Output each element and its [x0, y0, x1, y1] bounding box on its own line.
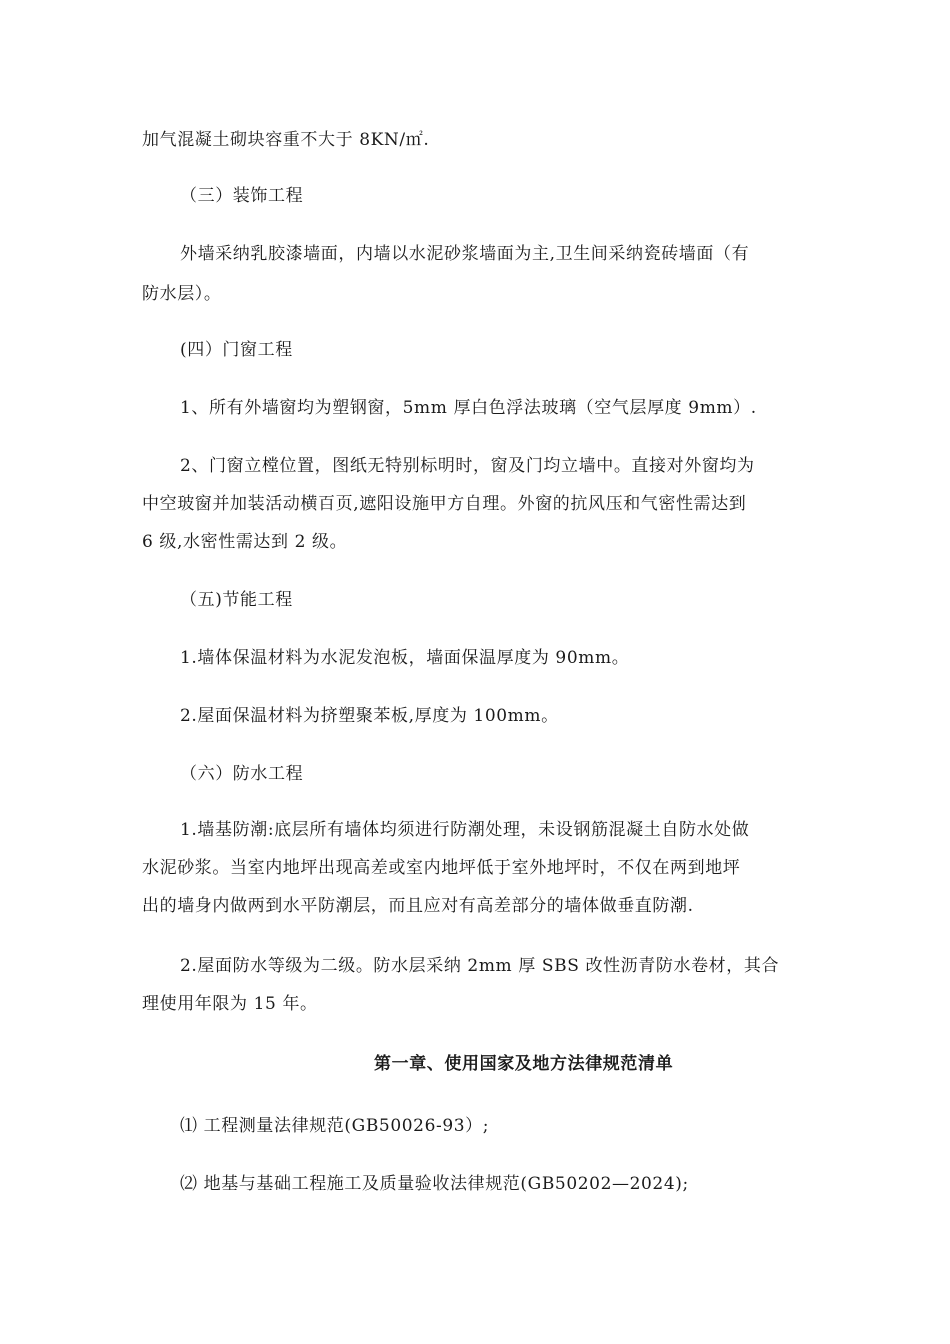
- paragraph-line: 1、所有外墙窗均为塑钢窗，5mm 厚白色浮法玻璃（空气层厚度 9mm）.: [180, 398, 757, 418]
- paragraph-line: 1.墙基防潮:底层所有墙体均须进行防潮处理，未设钢筋混凝土自防水处做: [180, 820, 750, 840]
- standard-list-item: ⑵ 地基与基础工程施工及质量验收法律规范(GB50202—2024);: [180, 1174, 689, 1194]
- section-heading-energy: （五)节能工程: [180, 590, 293, 610]
- paragraph-line: 理使用年限为 15 年。: [142, 994, 318, 1014]
- chapter-heading: 第一章、使用国家及地方法律规范清单: [374, 1054, 674, 1074]
- section-heading-decoration: （三）装饰工程: [180, 186, 304, 206]
- paragraph-line: 2.屋面防水等级为二级。防水层采纳 2mm 厚 SBS 改性沥青防水卷材，其合: [180, 956, 780, 976]
- paragraph-line: 6 级,水密性需达到 2 级。: [142, 532, 348, 552]
- paragraph-line: 出的墙身内做两到水平防潮层，而且应对有高差部分的墙体做垂直防潮.: [142, 896, 694, 916]
- paragraph-line: 中空玻窗并加装活动横百页,遮阳设施甲方自理。外窗的抗风压和气密性需达到: [142, 494, 747, 514]
- section-heading-doors-windows: (四）门窗工程: [180, 340, 293, 360]
- standard-list-item: ⑴ 工程测量法律规范(GB50026-93）;: [180, 1116, 490, 1136]
- paragraph-line: 1.墙体保温材料为水泥发泡板，墙面保温厚度为 90mm。: [180, 648, 630, 668]
- paragraph-line: 2、门窗立樘位置，图纸无特别标明时，窗及门均立墙中。直接对外窗均为: [180, 456, 755, 476]
- section-heading-waterproofing: （六）防水工程: [180, 764, 304, 784]
- paragraph-line: 加气混凝土砌块容重不大于 8KN/㎡.: [142, 130, 430, 150]
- paragraph-line: 2.屋面保温材料为挤塑聚苯板,厚度为 100mm。: [180, 706, 559, 726]
- paragraph-line: 水泥砂浆。当室内地坪出现高差或室内地坪低于室外地坪时，不仅在两到地坪: [142, 858, 741, 878]
- paragraph-line: 外墙采纳乳胶漆墙面，内墙以水泥砂浆墙面为主,卫生间采纳瓷砖墙面（有: [180, 244, 750, 264]
- paragraph-line: 防水层）。: [142, 284, 222, 304]
